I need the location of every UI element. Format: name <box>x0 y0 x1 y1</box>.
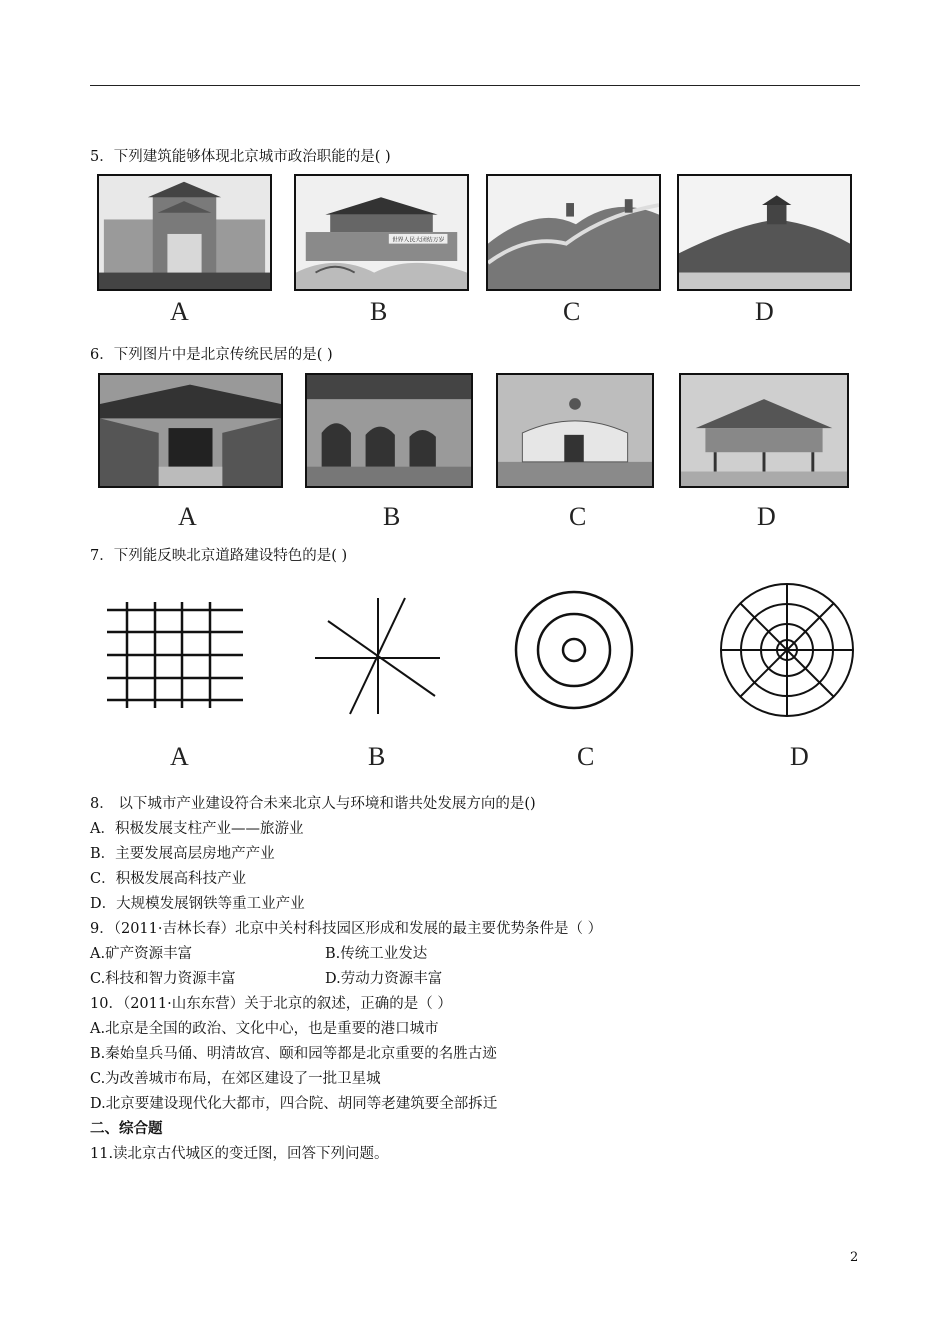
q7-label-d: D <box>790 742 809 771</box>
q8-option-b: B．主要发展高层房地产产业 <box>90 846 275 862</box>
question-6: 6．下列图片中是北京传统民居的是( ) <box>90 347 333 363</box>
q10-option-d: D.北京要建设现代化大都市，四合院、胡同等老建筑要全部拆迁 <box>90 1096 498 1112</box>
question-11: 11.读北京古代城区的变迁图，回答下列问题。 <box>90 1146 389 1162</box>
q9-option-c: C.科技和智力资源丰富 <box>90 971 236 987</box>
q10-option-c: C.为改善城市布局，在郊区建设了一批卫星城 <box>90 1071 381 1087</box>
q8-option-a: A．积极发展支柱产业——旅游业 <box>90 821 304 837</box>
question-5: 5．下列建筑能够体现北京城市政治职能的是( ) <box>90 149 391 165</box>
q10-option-a: A.北京是全国的政治、文化中心，也是重要的港口城市 <box>90 1021 439 1037</box>
q9-option-d: D.劳动力资源丰富 <box>325 971 443 987</box>
question-10: 10．（2011·山东东营）关于北京的叙述，正确的是（ ） <box>90 996 452 1012</box>
photo-6a-siheyuan <box>98 373 283 488</box>
q9-option-b: B.传统工业发达 <box>325 946 428 962</box>
question-8: 8． 以下城市产业建设符合未来北京人与环境和谐共处发展方向的是() <box>90 796 536 812</box>
q6-label-b: B <box>383 502 401 531</box>
photo-6b-cave-dwelling <box>305 373 473 488</box>
q8-option-d: D．大规模发展钢铁等重工业产业 <box>90 896 305 912</box>
q6-label-c: C <box>569 502 587 531</box>
diagram-7b-radial <box>310 596 445 716</box>
photo-6d-stilt-house <box>679 373 849 488</box>
q8-option-c: C．积极发展高科技产业 <box>90 871 247 887</box>
photo-5a-west-station <box>97 174 272 291</box>
diagram-7a-grid <box>100 600 250 710</box>
question-9: 9．（2011·吉林长春）北京中关村科技园区形成和发展的最主要优势条件是（ ） <box>90 921 603 937</box>
q10-option-b: B.秦始皇兵马俑、明清故宫、颐和园等都是北京重要的名胜古迹 <box>90 1046 497 1062</box>
diagram-7c-rings <box>512 588 636 712</box>
section-2-title: 二、综合题 <box>90 1120 163 1137</box>
photo-5c-great-wall <box>486 174 661 291</box>
q7-label-a: A <box>170 742 189 771</box>
q7-label-c: C <box>577 742 595 771</box>
q5-label-d: D <box>755 297 774 326</box>
header-rule <box>90 85 860 86</box>
q9-option-a: A.矿产资源丰富 <box>90 946 193 962</box>
q5-label-c: C <box>563 297 581 326</box>
question-7: 7．下列能反映北京道路建设特色的是( ) <box>90 548 348 564</box>
photo-5d-summer-palace <box>677 174 852 291</box>
q5-label-b: B <box>370 297 388 326</box>
q6-label-a: A <box>178 502 197 531</box>
photo-5b-tiananmen <box>294 174 469 291</box>
photo-6c-yurt <box>496 373 654 488</box>
diagram-7d-ring-radial <box>718 581 856 719</box>
photo-5b-sign: 世界人民大团结万岁 <box>391 237 445 244</box>
q5-label-a: A <box>170 297 189 326</box>
q7-label-b: B <box>368 742 386 771</box>
page-number: 2 <box>850 1250 859 1265</box>
q6-label-d: D <box>757 502 776 531</box>
